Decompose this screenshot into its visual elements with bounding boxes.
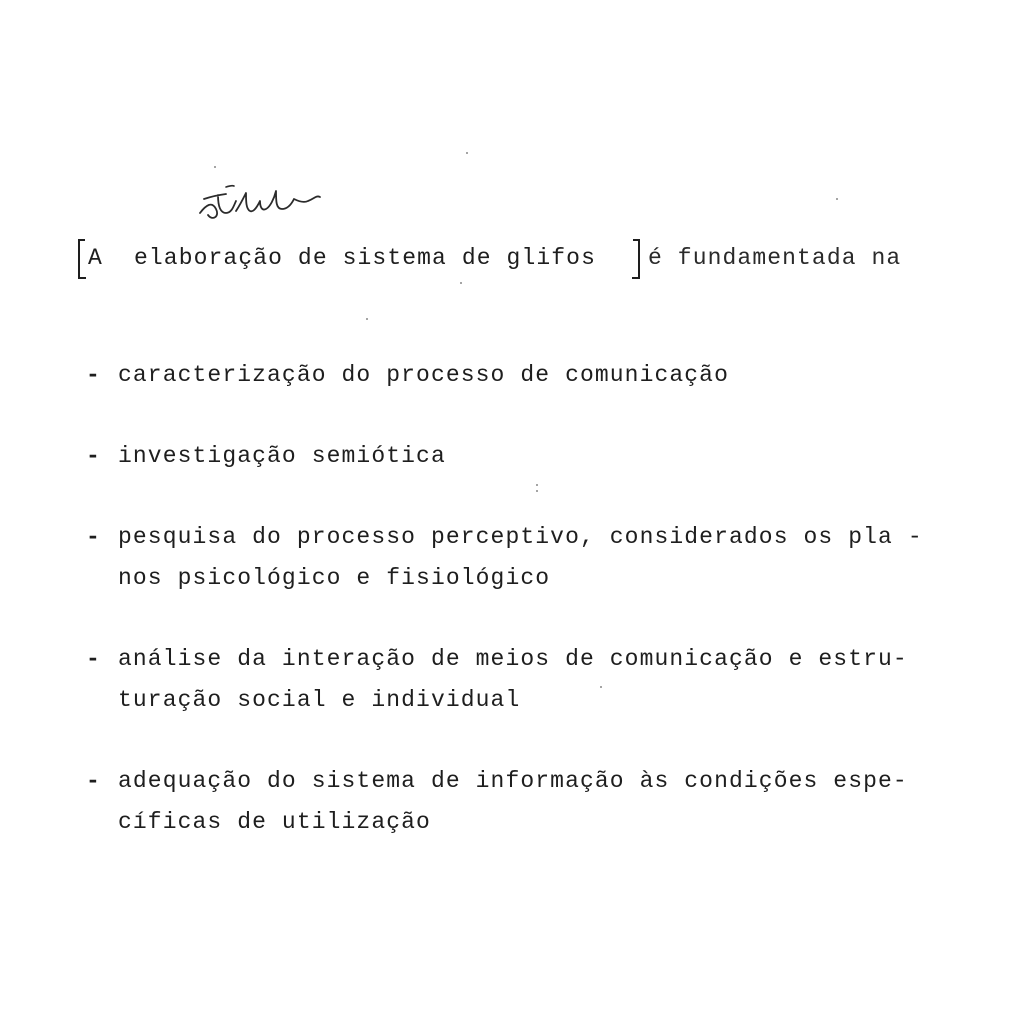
scan-speck	[466, 152, 468, 154]
list-item	[86, 639, 976, 721]
right-bracket-mark	[632, 238, 642, 280]
topic-list	[86, 355, 976, 883]
scan-speck	[536, 484, 538, 486]
scan-speck	[214, 166, 216, 168]
intro-sentence	[76, 238, 976, 284]
list-item-line: nos psicológico e fisiológico	[118, 565, 551, 591]
list-item-line: pesquisa do processo perceptivo, considerados os pla -	[118, 524, 923, 550]
list-dash: -	[86, 768, 101, 794]
list-dash: -	[86, 646, 101, 672]
list-item	[86, 761, 976, 843]
list-item-line: turação social e individual	[118, 687, 521, 713]
intro-text-continuation: é fundamentada na	[648, 245, 902, 271]
list-item	[86, 436, 976, 477]
list-item-line: adequação do sistema de informação às condições espe-	[118, 768, 908, 794]
list-dash: -	[86, 524, 101, 550]
intro-text-a: A	[88, 245, 103, 271]
scan-speck	[536, 490, 538, 492]
scan-speck	[836, 198, 838, 200]
left-bracket-mark	[76, 238, 86, 280]
handwritten-annotation	[196, 183, 356, 233]
list-item	[86, 355, 976, 396]
list-item-line: caracterização do processo de comunicação	[118, 362, 729, 388]
list-item-line: cíficas de utilização	[118, 809, 431, 835]
scan-speck	[600, 686, 602, 688]
list-dash: -	[86, 362, 101, 388]
list-item-line: análise da interação de meios de comunicação e estru-	[118, 646, 908, 672]
intro-text-main: elaboração de sistema de glifos	[134, 245, 596, 271]
scan-speck	[460, 282, 462, 284]
list-item	[86, 517, 976, 599]
list-item-line: investigação semiótica	[118, 443, 446, 469]
list-dash: -	[86, 443, 101, 469]
scan-speck	[366, 318, 368, 320]
